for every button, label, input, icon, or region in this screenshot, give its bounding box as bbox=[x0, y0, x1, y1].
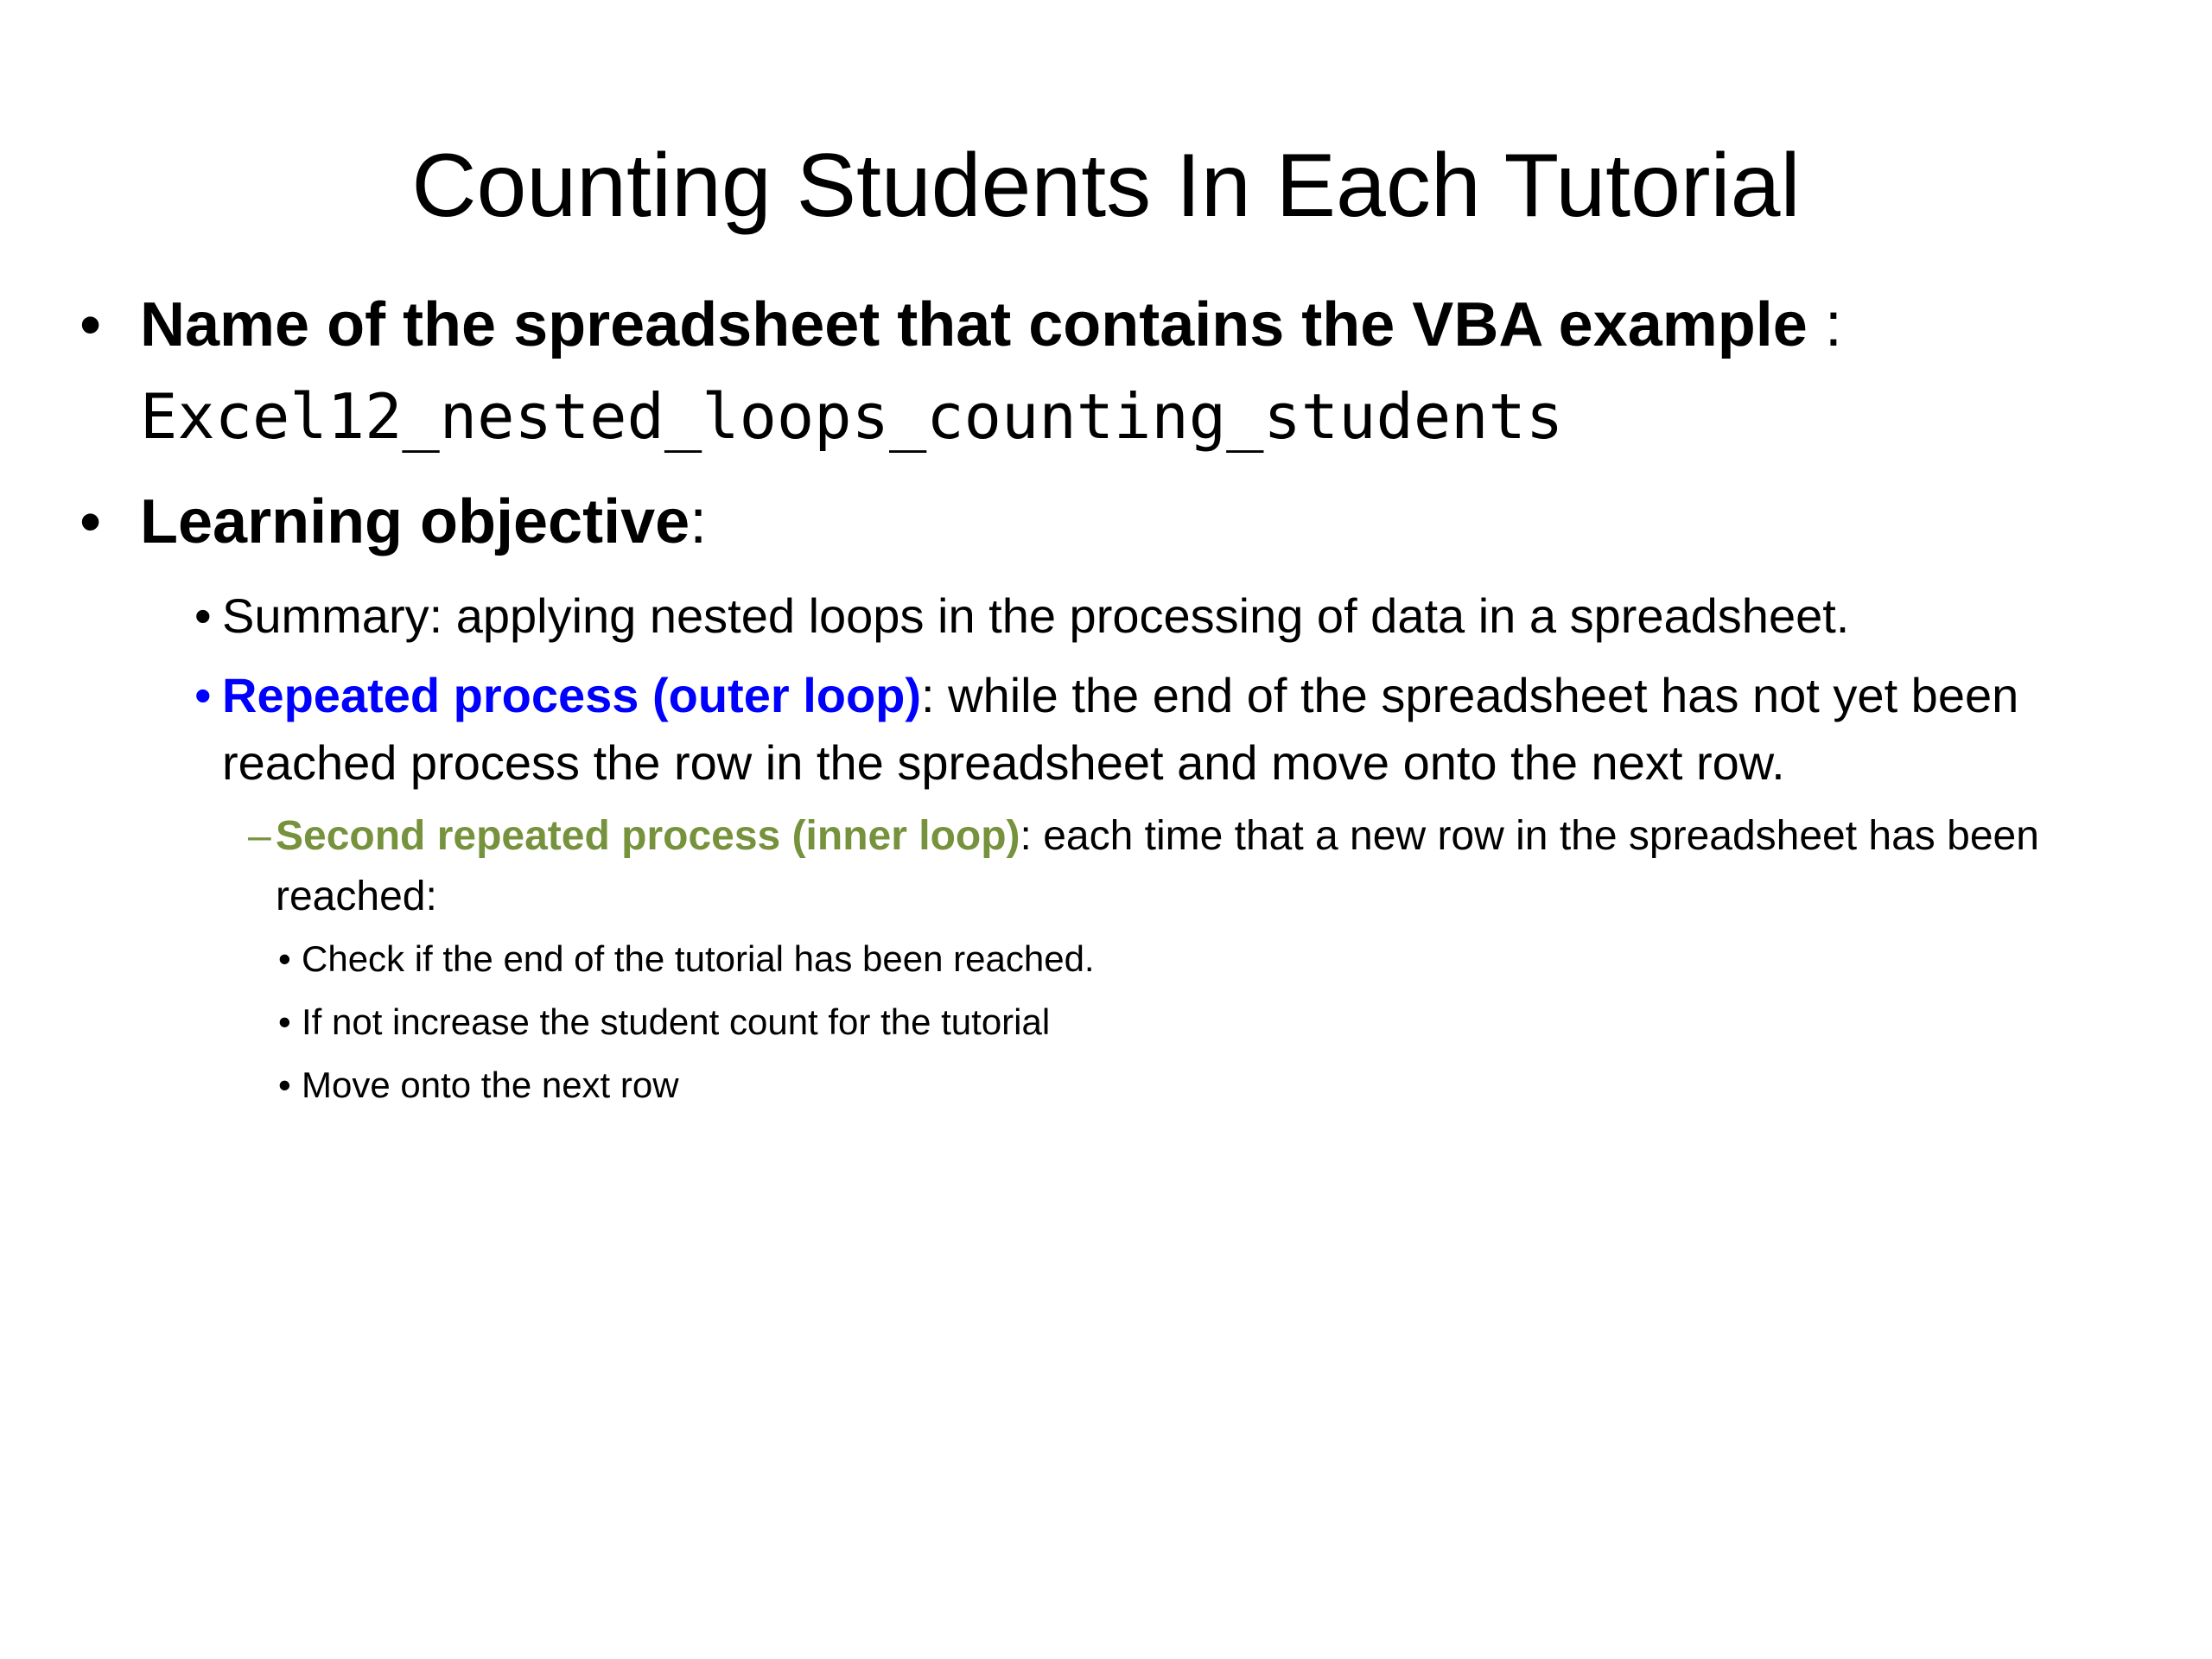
spreadsheet-name-line bbox=[140, 372, 2110, 462]
inner-step-text: If not increase the student count for the tutorial bbox=[302, 1001, 1051, 1042]
summary-text: Summary: applying nested loops in the processing of data in a spreadsheet. bbox=[222, 588, 1850, 643]
slide-title: Counting Students In Each Tutorial bbox=[411, 136, 1801, 236]
bullet-icon: • bbox=[278, 938, 291, 979]
learning-objective-label: Learning objective bbox=[140, 487, 690, 556]
dash-icon: – bbox=[248, 813, 271, 859]
outer-loop-label: Repeated process (outer loop) bbox=[222, 668, 922, 722]
inner-step-2 bbox=[278, 996, 2030, 1048]
bullet-icon: • bbox=[278, 1065, 291, 1105]
outer-loop-text: : while the end of the spreadsheet has not yet been reached process the row in the spreadsheet and move onto the next row. bbox=[222, 668, 2019, 790]
inner-step-1 bbox=[278, 933, 2030, 985]
inner-step-text: Check if the end of the tutorial has been reached. bbox=[302, 938, 1095, 979]
bullet-icon: • bbox=[194, 668, 212, 722]
inner-loop-label: Second repeated process (inner loop) bbox=[276, 813, 1020, 859]
bullet-learning-objective bbox=[79, 477, 2110, 567]
bullet-icon: • bbox=[79, 290, 102, 359]
spreadsheet-filename: Excel12_nested_loops_counting_students bbox=[140, 380, 1564, 453]
objective-outer-loop bbox=[194, 662, 2123, 797]
inner-step-text: Move onto the next row bbox=[302, 1065, 679, 1105]
spreadsheet-name-separator: : bbox=[1807, 290, 1842, 359]
objective-summary bbox=[194, 582, 2123, 650]
spreadsheet-name-label: Name of the spreadsheet that contains the VBA example bbox=[140, 290, 1808, 359]
bullet-icon: • bbox=[278, 1001, 291, 1042]
learning-objective-separator: : bbox=[690, 487, 708, 556]
bullet-spreadsheet-name bbox=[79, 280, 2110, 370]
inner-step-3 bbox=[278, 1059, 2030, 1111]
objective-inner-loop bbox=[248, 806, 2177, 927]
bullet-icon: • bbox=[79, 487, 102, 556]
inner-loop-text: : each time that a new row in the spreadsheet has been reached: bbox=[276, 813, 2039, 919]
bullet-icon: • bbox=[194, 588, 212, 643]
